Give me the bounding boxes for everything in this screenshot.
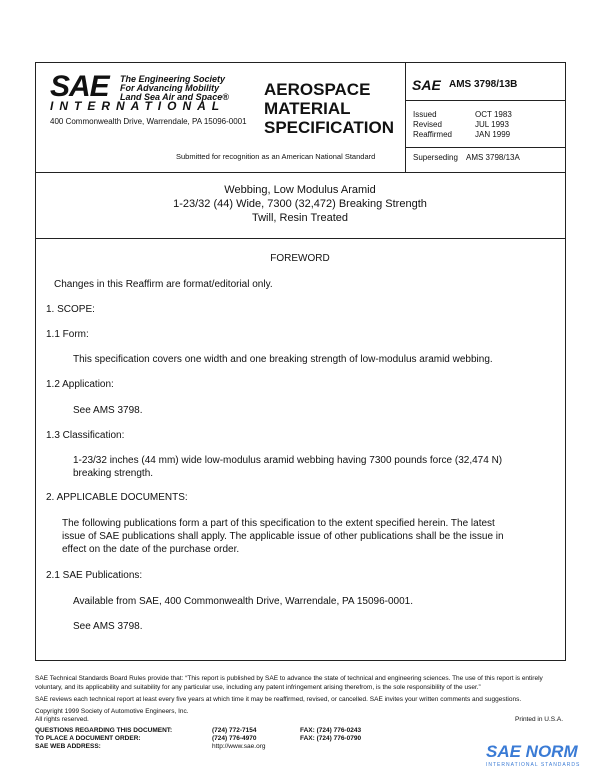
header-divider <box>35 172 566 173</box>
section-1-2-heading: 1.2 Application: <box>46 379 114 390</box>
international-wordmark: INTERNATIONAL <box>50 99 226 113</box>
reaffirmed-label: Reaffirmed <box>413 130 452 139</box>
revised-date: JUL 1993 <box>475 120 509 129</box>
section-2-1-see: See AMS 3798. <box>73 621 143 632</box>
section-2-1-heading: 2.1 SAE Publications: <box>46 570 143 581</box>
sae-address: 400 Commonwealth Drive, Warrendale, PA 15096-0001 <box>50 117 247 126</box>
order-label: TO PLACE A DOCUMENT ORDER: <box>35 735 141 742</box>
questions-fax: FAX: (724) 776-0243 <box>300 727 362 734</box>
policy-line-1: SAE Technical Standards Board Rules provide that: “This report is published by SAE to advance the state of technical and engineering sciences. The use of this report is entirely <box>35 675 543 682</box>
policy-line-3: SAE reviews each technical report at least every five years at which time it may be reaffirmed, revised, or cancelled. SAE invites your written comments and suggestions. <box>35 696 522 703</box>
section-2-1-text: Available from SAE, 400 Commonwealth Drive, Warrendale, PA 15096-0001. <box>73 596 413 607</box>
title-divider <box>35 238 566 239</box>
revised-label: Revised <box>413 120 442 129</box>
web-address[interactable]: http://www.sae.org <box>212 743 266 750</box>
doc-type-line-2: MATERIAL <box>264 99 351 118</box>
doc-number: AMS 3798/13B <box>449 79 518 90</box>
order-fax: FAX: (724) 776-0790 <box>300 735 362 742</box>
ansi-submission-note: Submitted for recognition as an American National Standard <box>176 152 376 161</box>
dates-divider <box>405 147 566 148</box>
issued-label: Issued <box>413 110 437 119</box>
questions-phone: (724) 772-7154 <box>212 727 257 734</box>
questions-label: QUESTIONS REGARDING THIS DOCUMENT: <box>35 727 173 734</box>
section-1-1-heading: 1.1 Form: <box>46 329 89 340</box>
section-1-1-text: This specification covers one width and one breaking strength of low-modulus aramid webbing. <box>73 354 493 365</box>
reaffirmed-date: JAN 1999 <box>475 130 511 139</box>
section-1-3-text-2: breaking strength. <box>73 468 154 479</box>
section-1-heading: 1. SCOPE: <box>46 304 95 315</box>
web-label: SAE WEB ADDRESS: <box>35 743 101 750</box>
society-line-3: Land Sea Air and Space® <box>120 92 229 102</box>
superseding-label: Superseding <box>413 153 458 162</box>
superseding-value: AMS 3798/13A <box>466 153 520 162</box>
title-line-3: Twill, Resin Treated <box>252 212 348 224</box>
section-1-2-text: See AMS 3798. <box>73 405 143 416</box>
doc-type-line-3: SPECIFICATION <box>264 118 395 137</box>
title-line-2: 1-23/32 (44) Wide, 7300 (32,472) Breaking Strength <box>173 198 427 210</box>
sae-small-logo: SAE <box>412 77 441 93</box>
section-2-text-1: The following publications form a part of this specification to the extent specified herein. The latest <box>62 518 495 529</box>
issued-date: OCT 1983 <box>475 110 512 119</box>
doc-type-line-1: AEROSPACE <box>264 80 371 99</box>
section-1-3-text-1: 1-23/32 inches (44 mm) wide low-modulus aramid webbing having 7300 pounds force (32,474 N) <box>73 455 503 466</box>
copyright: Copyright 1999 Society of Automotive Engineers, Inc. <box>35 708 189 715</box>
rights-reserved: All rights reserved. <box>35 716 89 723</box>
printed-in: Printed in U.S.A. <box>515 716 564 723</box>
society-line-1: The Engineering Society <box>120 74 226 84</box>
order-phone: (724) 776-4970 <box>212 735 257 742</box>
doc-number-divider <box>405 100 566 101</box>
section-2-heading: 2. APPLICABLE DOCUMENTS: <box>46 492 188 503</box>
section-2-text-2: issue of SAE publications shall apply. The applicable issue of other publications shall be the issue in <box>62 531 504 542</box>
foreword-heading: FOREWORD <box>270 253 330 264</box>
sae-norm-brand: SAE NORM <box>486 742 578 761</box>
foreword-text: Changes in this Reaffirm are format/editorial only. <box>54 279 273 290</box>
header-vertical-divider <box>405 62 406 172</box>
title-line-1: Webbing, Low Modulus Aramid <box>224 184 376 196</box>
section-1-3-heading: 1.3 Classification: <box>46 430 125 441</box>
policy-line-2: voluntary, and its applicability and suitability for any particular use, including any patent infringement arising therefrom, is the sole responsibility of the user.” <box>35 684 481 691</box>
sae-norm-subtitle: INTERNATIONAL STANDARDS <box>486 762 581 768</box>
sae-logo: SAE <box>50 70 109 103</box>
society-line-2: For Advancing Mobility <box>120 83 220 93</box>
section-2-text-3: effect on the date of the purchase order. <box>62 544 240 555</box>
